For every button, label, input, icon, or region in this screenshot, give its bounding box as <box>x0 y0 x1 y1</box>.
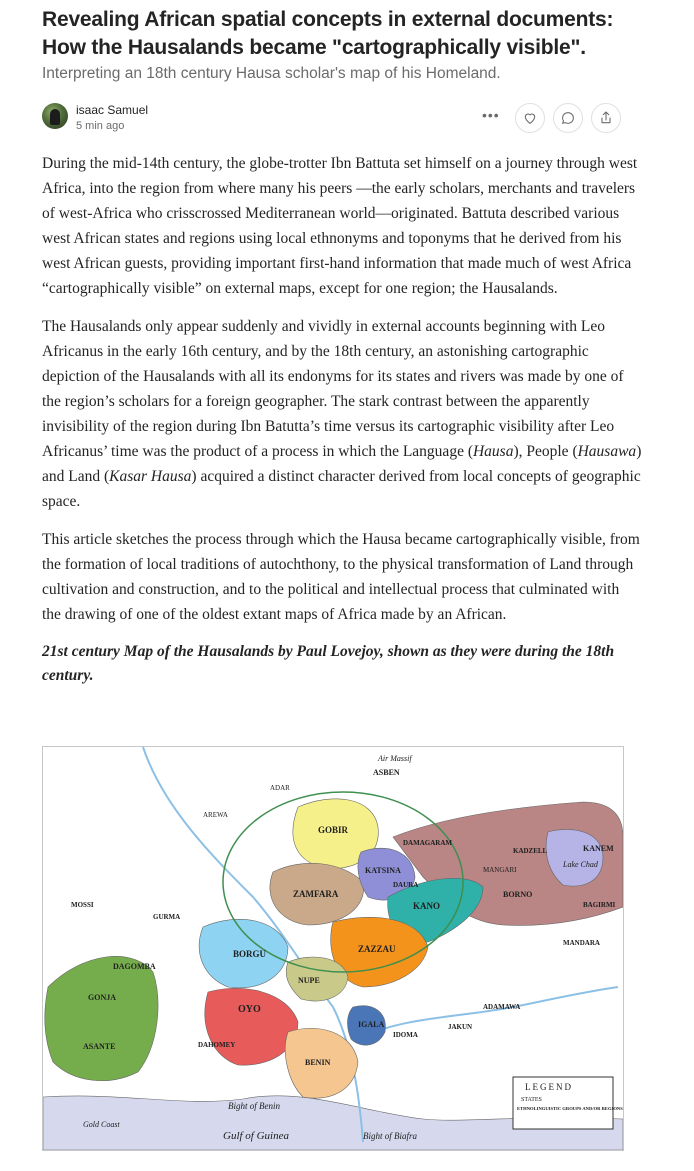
map-label-gold-coast: Gold Coast <box>83 1120 120 1129</box>
map-label-bight-benin: Bight of Benin <box>228 1101 280 1111</box>
map-label-dahomey: DAHOMEY <box>198 1041 236 1049</box>
map-label-borgu: BORGU <box>233 949 267 959</box>
map-label-gurma: GURMA <box>153 913 181 921</box>
map-label-mandara: MANDARA <box>563 939 600 947</box>
map-label-daura: DAURA <box>393 881 419 889</box>
map-label-nupe: NUPE <box>298 976 320 985</box>
map-label-zazzau: ZAZZAU <box>358 944 396 954</box>
comment-button[interactable] <box>553 103 583 133</box>
post-time: 5 min ago <box>76 120 125 132</box>
map-legend-groups: ETHNOLINGUISTIC GROUPS AND/OR REGIONS <box>517 1106 623 1111</box>
map-label-kanem: KANEM <box>583 844 614 853</box>
map-label-mossi: MOSSI <box>71 901 94 909</box>
map-label-jukun: JAKUN <box>448 1023 473 1031</box>
map-label-asante: ASANTE <box>83 1042 116 1051</box>
map-legend-title: LEGEND <box>525 1082 573 1092</box>
paragraph-2: The Hausalands only appear suddenly and vividly in external accounts beginning with Leo Africanus in the early 16th century, and by the 18th century, an astonishing cartographic depiction of the Hausalands with all its endonyms for its states and rivers was made by one of the region’s scholars for a foreign geographer. The stark contrast between the apparently invisibility of the region during Ibn Batutta’s time versus its cartographic visibility after Leo Africanus’ time was the product of a process in which the Language (Hausa), People (Hausawa) and Land (Kasar Hausa) acquired a distinct character derived from local concepts of geographic space. <box>42 318 642 510</box>
more-icon[interactable]: ••• <box>482 107 500 123</box>
map-label-adamawa: ADAMAWA <box>483 1003 521 1011</box>
map-label-lake-chad: Lake Chad <box>563 860 598 869</box>
term-kasar-hausa: Kasar Hausa <box>109 468 192 485</box>
map-label-bagirmi: BAGIRMI <box>583 901 616 909</box>
map-label-dagomba: DAGOMBA <box>113 962 156 971</box>
map-label-idoma: IDOMA <box>393 1031 418 1039</box>
map-region-oyo <box>205 988 298 1065</box>
map-label-katsina: KATSINA <box>365 866 401 875</box>
comment-icon <box>560 110 576 126</box>
map-river-benue <box>363 987 618 1037</box>
map-label-asben: ASBEN <box>373 768 400 777</box>
map-label-mangari: MANGARI <box>483 866 517 874</box>
map-legend-states: STATES <box>521 1097 542 1103</box>
avatar[interactable] <box>42 103 68 129</box>
paragraph-1: During the mid-14th century, the globe-trotter Ibn Battuta set himself on a journey through west Africa, into the region from where many his peers —the early scholars, merchants and travelers of west-Africa who crisscrossed Mediterranean world—originated. Battuta described various west African states and regions using local ethnonyms and toponyms that he derived from his west African guests, providing important first-hand information that made much of west Africa “cartographically visible” on external maps, except for one region; the Hausalands. <box>42 155 638 297</box>
map-label-bight-biafra: Bight of Biafra <box>363 1131 417 1141</box>
author-row <box>42 103 632 133</box>
author-name[interactable]: isaac Samuel <box>76 103 149 117</box>
clap-button[interactable] <box>515 103 545 133</box>
article-body <box>42 151 642 688</box>
map-region-asante <box>45 956 158 1080</box>
article-subtitle: Interpreting an 18th century Hausa scholar's map of his Homeland. <box>42 65 501 82</box>
share-button[interactable] <box>591 103 621 133</box>
map-label-benin: BENIN <box>305 1058 331 1067</box>
map-label-air-massif: Air Massif <box>378 754 412 763</box>
map-label-kano: KANO <box>413 901 440 911</box>
map-label-oyo: OYO <box>238 1004 261 1015</box>
article-title: Revealing African spatial concepts in external documents: How the Hausalands became "cartographically visible". <box>42 8 614 59</box>
map-label-zamfara: ZAMFARA <box>293 889 339 899</box>
image-caption: 21st century Map of the Hausalands by Paul Lovejoy, shown as they were during the 18th century. <box>42 643 615 684</box>
share-icon <box>598 110 614 126</box>
map-label-gobir: GOBIR <box>318 825 349 835</box>
term-hausawa: Hausawa <box>577 443 637 460</box>
term-hausa: Hausa <box>472 443 514 460</box>
heart-icon <box>522 110 538 126</box>
map-label-borno: BORNO <box>503 890 533 899</box>
map-label-gonja: GONJA <box>88 993 116 1002</box>
paragraph-3: This article sketches the process through which the Hausa became cartographically visible, from the formation of local traditions of autochthony, to the physical transformation of Land through cultivation and construction, and to the political and intellectual process that culminated with the drawing of one of the oldest extant maps of Africa made by an African. <box>42 531 640 623</box>
map-label-arewa: AREWA <box>203 811 228 819</box>
hausalands-map-image[interactable] <box>42 746 624 1151</box>
map-label-gulf-guinea: Gulf of Guinea <box>223 1130 289 1142</box>
map-label-igala: IGALA <box>358 1020 385 1029</box>
map-label-adar: ADAR <box>270 784 290 792</box>
map-label-damagaram: DAMAGARAM <box>403 839 452 847</box>
map-label-kadzell: KADZELL <box>513 847 548 855</box>
